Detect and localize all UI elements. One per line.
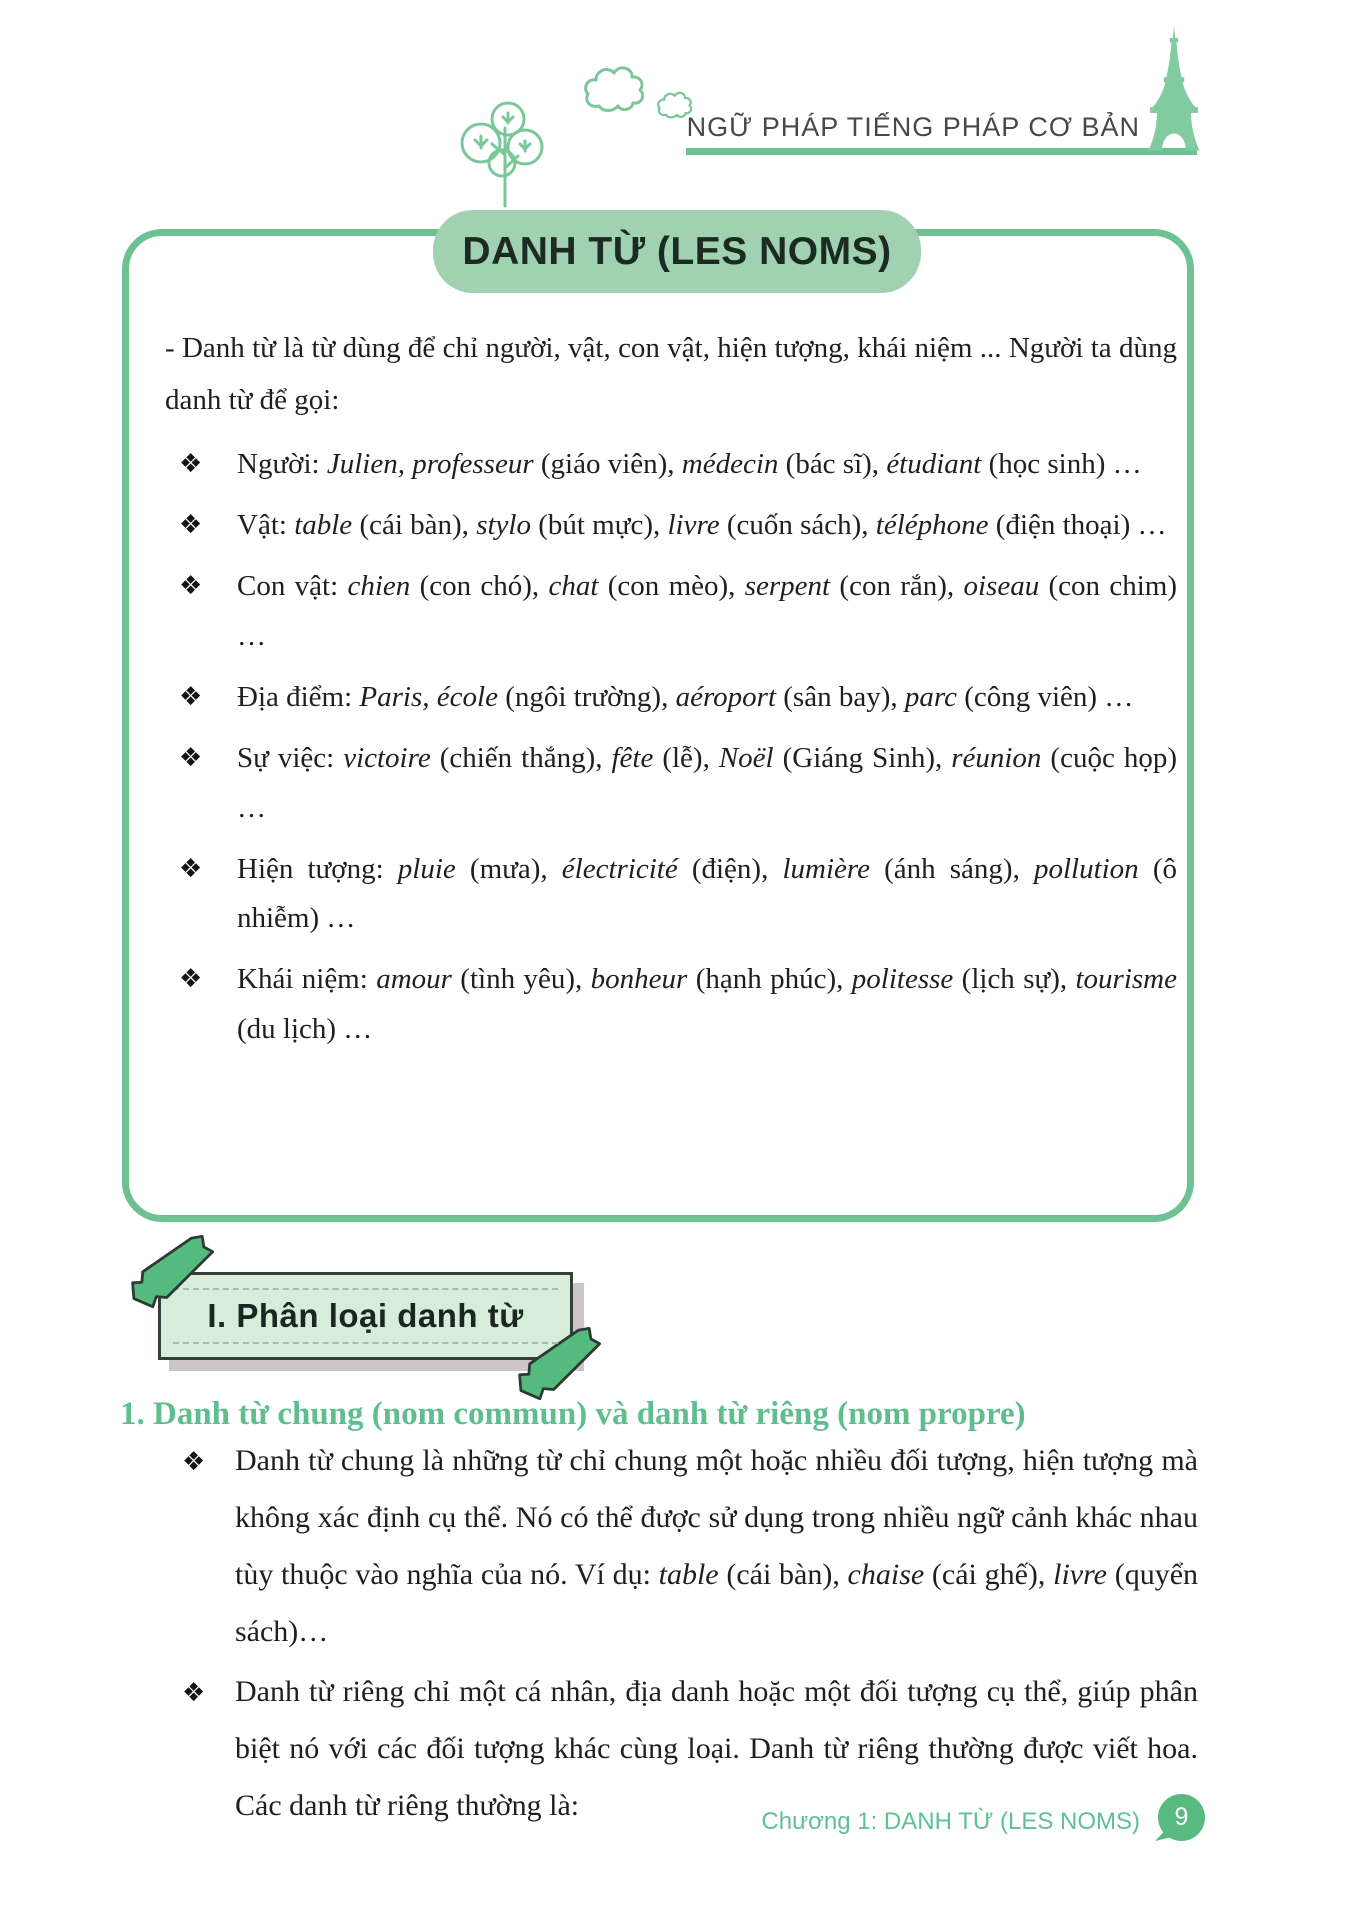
page-number: 9 bbox=[1174, 1803, 1189, 1831]
eiffel-tower-icon bbox=[1146, 26, 1202, 154]
list-item bbox=[165, 955, 1177, 1055]
list-item-text: Người: Julien, professeur (giáo viên), médecin (bác sĩ), étudiant (học sinh) … bbox=[237, 448, 1142, 481]
noun-example-list bbox=[165, 440, 1177, 1055]
diamond-bullet-icon: ❖ bbox=[182, 1447, 206, 1477]
header-underline bbox=[686, 148, 1197, 155]
page-number-badge bbox=[1158, 1794, 1205, 1841]
diamond-bullet-icon: ❖ bbox=[179, 449, 203, 480]
list-item bbox=[165, 673, 1177, 723]
list-item bbox=[165, 734, 1177, 834]
list-item bbox=[165, 501, 1177, 551]
subsection-heading: 1. Danh từ chung (nom commun) và danh từ riêng (nom propre) bbox=[120, 1396, 1026, 1432]
header-book-title: NGỮ PHÁP TIẾNG PHÁP CƠ BẢN bbox=[686, 112, 1140, 142]
list-item-text: Hiện tượng: pluie (mưa), électricité (điện), lumière (ánh sáng), pollution (ô nhiễm) … bbox=[237, 852, 1177, 935]
noun-box-content bbox=[165, 322, 1177, 1066]
section-title: I. Phân loại danh từ bbox=[207, 1297, 524, 1334]
tree-icon bbox=[458, 98, 558, 208]
diamond-bullet-icon: ❖ bbox=[179, 853, 203, 884]
diamond-bullet-icon: ❖ bbox=[182, 1678, 206, 1708]
list-item-text: Sự việc: victoire (chiến thắng), fête (lễ), Noël (Giáng Sinh), réunion (cuộc họp) … bbox=[237, 741, 1177, 824]
list-item bbox=[120, 1432, 1198, 1660]
diamond-bullet-icon: ❖ bbox=[179, 571, 203, 602]
diamond-bullet-icon: ❖ bbox=[179, 742, 203, 773]
list-item bbox=[165, 845, 1177, 945]
footer-chapter-label: Chương 1: DANH TỪ (LES NOMS) bbox=[761, 1808, 1140, 1835]
noun-box-title-pill bbox=[433, 210, 921, 293]
cloud-icon bbox=[580, 60, 646, 118]
noun-box-title: DANH TỪ (LES NOMS) bbox=[462, 229, 892, 273]
list-item-text: Địa điểm: Paris, école (ngôi trường), aéroport (sân bay), parc (công viên) … bbox=[237, 680, 1134, 713]
list-item-text: Vật: table (cái bàn), stylo (bút mực), livre (cuốn sách), téléphone (điện thoại) … bbox=[237, 509, 1167, 542]
section-title-panel bbox=[158, 1272, 573, 1360]
diamond-bullet-icon: ❖ bbox=[179, 964, 203, 995]
subsection-list bbox=[120, 1432, 1198, 1837]
list-item-text: Con vật: chien (con chó), chat (con mèo), serpent (con rắn), oiseau (con chim) … bbox=[237, 570, 1178, 652]
list-item-text: Danh từ chung là những từ chỉ chung một hoặc nhiều đối tượng, hiện tượng mà không xác định cụ thể. Nó có thể được sử dụng trong nhiều ngữ cảnh khác nhau tùy thuộc vào nghĩa của nó. Ví dụ: table (cái bàn), chaise (cái ghế), livre (quyển sách)… bbox=[235, 1444, 1199, 1648]
list-item-text: Khái niệm: amour (tình yêu), bonheur (hạnh phúc), politesse (lịch sự), tourisme (du lịch) … bbox=[237, 963, 1177, 1046]
diamond-bullet-icon: ❖ bbox=[179, 510, 203, 541]
diamond-bullet-icon: ❖ bbox=[179, 681, 203, 712]
list-item-text: Danh từ riêng chỉ một cá nhân, địa danh hoặc một đối tượng cụ thể, giúp phân biệt nó với các đối tượng khác cùng loại. Danh từ riêng thường được viết hoa. Các danh từ riêng thường là: bbox=[235, 1675, 1198, 1822]
intro-paragraph: - Danh từ là từ dùng để chỉ người, vật, con vật, hiện tượng, khái niệm ... Người ta dùng danh từ để gọi: bbox=[165, 332, 1177, 417]
list-item bbox=[165, 440, 1177, 490]
list-item bbox=[165, 562, 1177, 662]
